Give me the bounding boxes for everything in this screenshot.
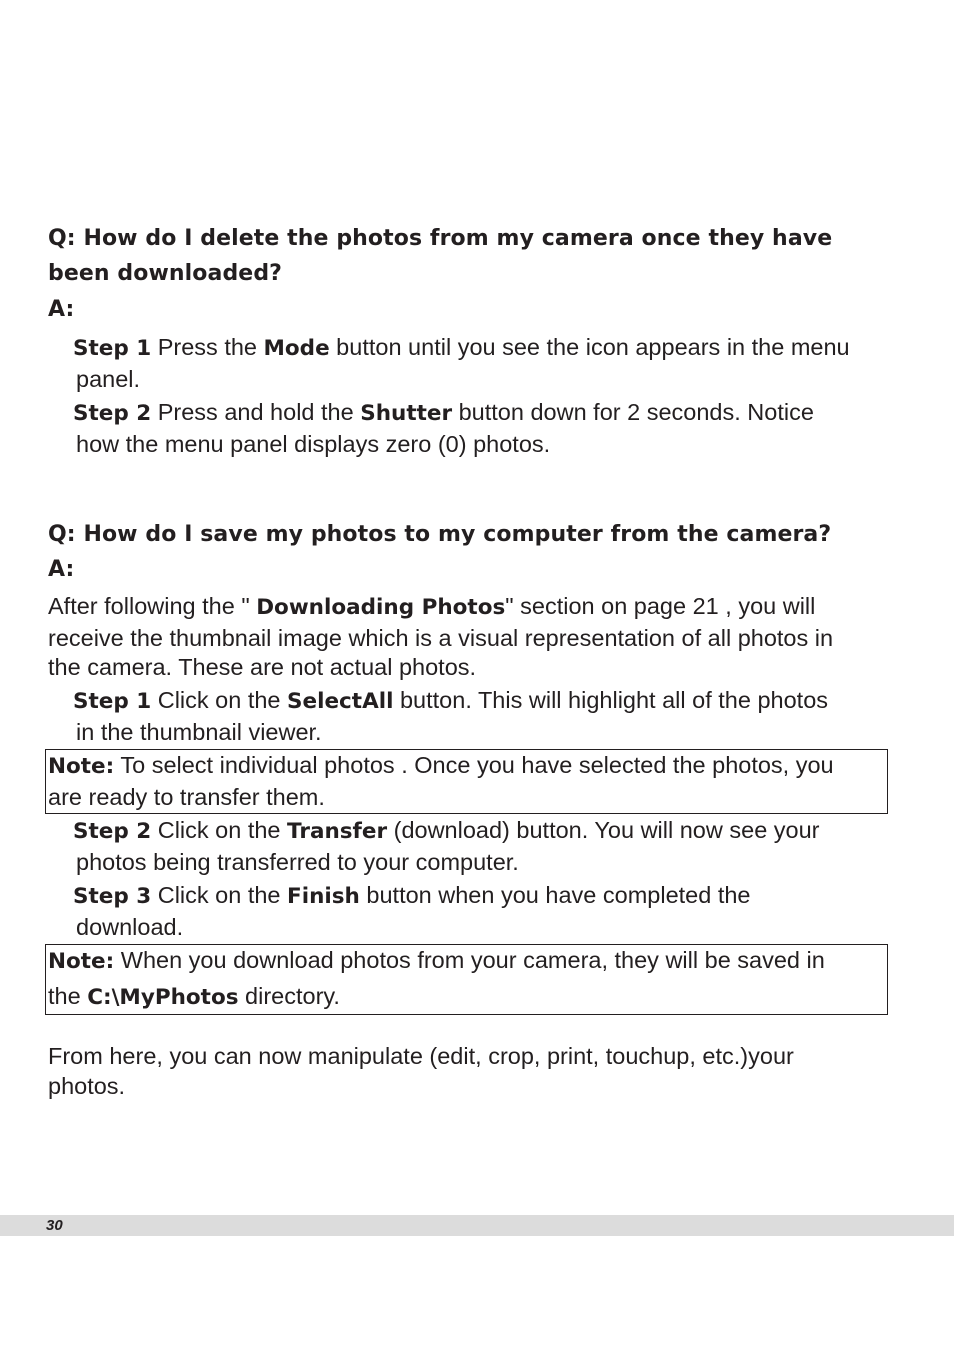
note-2-line-1: Note: When you download photos from your camera, they will be saved in xyxy=(48,947,825,974)
shutter-button-name: Shutter xyxy=(360,401,453,426)
selectall-button-name: SelectAll xyxy=(287,689,394,714)
step-label: Step 1 xyxy=(73,336,152,361)
directory-path: C:\MyPhotos xyxy=(87,985,239,1010)
footer-bar xyxy=(0,1215,954,1236)
q2-intro-line-1: After following the " Downloading Photos" section on page 21 , you will xyxy=(48,593,816,620)
answer-2-label: A: xyxy=(48,557,75,582)
note-label: Note: xyxy=(48,949,115,974)
answer-1-label: A: xyxy=(48,297,75,322)
question-1-line-2: been downloaded? xyxy=(48,261,283,286)
q2-step-3: Step 3 Click on the Finish button when you have completed the xyxy=(73,882,751,909)
question-1-line-1: Q: How do I delete the photos from my camera once they have xyxy=(48,226,833,251)
transfer-button-name: Transfer xyxy=(287,819,388,844)
page-number: 30 xyxy=(46,1217,63,1234)
q2-intro-line-3: the camera. These are not actual photos. xyxy=(48,654,477,680)
closing-line-1: From here, you can now manipulate (edit, crop, print, touchup, etc.)your xyxy=(48,1043,794,1069)
q2-step-1: Step 1 Click on the SelectAll button. This will highlight all of the photos xyxy=(73,687,829,714)
q2-step-2-continued: photos being transferred to your computer. xyxy=(76,849,519,875)
finish-button-name: Finish xyxy=(287,884,360,909)
q1-step-2: Step 2 Press and hold the Shutter button down for 2 seconds. Notice xyxy=(73,399,814,426)
mode-button-name: Mode xyxy=(263,336,330,361)
step-label: Step 2 xyxy=(73,819,152,844)
step-label: Step 1 xyxy=(73,689,152,714)
section-reference: Downloading Photos xyxy=(256,595,506,620)
q2-step-3-continued: download. xyxy=(76,914,184,940)
note-2-line-2: the C:\MyPhotos directory. xyxy=(48,983,340,1010)
q2-step-1-continued: in the thumbnail viewer. xyxy=(76,719,322,745)
closing-line-2: photos. xyxy=(48,1073,126,1099)
question-2: Q: How do I save my photos to my computer from the camera? xyxy=(48,522,832,547)
note-label: Note: xyxy=(48,754,115,779)
q1-step-1: Step 1 Press the Mode button until you see the icon appears in the menu xyxy=(73,334,850,361)
step-label: Step 3 xyxy=(73,884,152,909)
note-1-line-2: are ready to transfer them. xyxy=(48,784,325,810)
q2-intro-line-2: receive the thumbnail image which is a visual representation of all photos in xyxy=(48,625,834,651)
step-label: Step 2 xyxy=(73,401,152,426)
q2-step-2: Step 2 Click on the Transfer (download) button. You will now see your xyxy=(73,817,820,844)
q1-step-2-continued: how the menu panel displays zero (0) photos. xyxy=(76,431,551,457)
q1-step-1-continued: panel. xyxy=(76,366,141,392)
note-1-line-1: Note: To select individual photos . Once you have selected the photos, you xyxy=(48,752,834,779)
